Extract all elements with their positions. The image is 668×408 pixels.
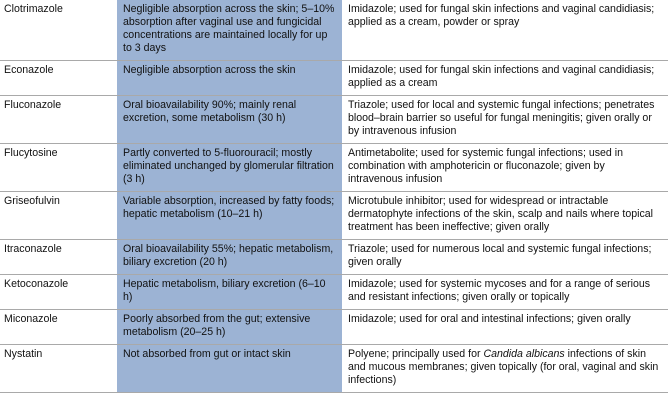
- pharmacokinetics-cell: Oral bioavailability 55%; hepatic metabolism, biliary excretion (20 h): [117, 240, 342, 275]
- table-row: [0, 275, 668, 310]
- table-row: [0, 0, 668, 61]
- pharmacokinetics-cell: Oral bioavailability 90%; mainly renal excretion, some metabolism (30 h): [117, 96, 342, 144]
- notes-cell: Imidazole; used for fungal skin infections and vaginal candidiasis; applied as a cream: [342, 61, 668, 96]
- drug-name-cell: Miconazole: [0, 310, 117, 345]
- pharmacokinetics-cell: Variable absorption, increased by fatty foods; hepatic metabolism (10–21 h): [117, 192, 342, 240]
- notes-cell: Imidazole; used for fungal skin infections and vaginal candidiasis; applied as a cream, powder or spray: [342, 0, 668, 61]
- drug-name-cell: Itraconazole: [0, 240, 117, 275]
- pharmacokinetics-cell: Not absorbed from gut or intact skin: [117, 345, 342, 393]
- pharmacokinetics-cell: Negligible absorption across the skin; 5–10% absorption after vaginal use and fungicidal concentrations are maintained locally for up to 3 days: [117, 0, 342, 61]
- table-row: [0, 240, 668, 275]
- table-row: [0, 144, 668, 192]
- notes-cell: Triazole; used for numerous local and systemic fungal infections; given orally: [342, 240, 668, 275]
- notes-cell: Antimetabolite; used for systemic fungal infections; used in combination with amphotericin or fluconazole; given by intravenous infusion: [342, 144, 668, 192]
- drug-name-cell: Econazole: [0, 61, 117, 96]
- table-row: [0, 310, 668, 345]
- drug-name-cell: Griseofulvin: [0, 192, 117, 240]
- drug-name-cell: Nystatin: [0, 345, 117, 393]
- drug-name-cell: Flucytosine: [0, 144, 117, 192]
- drug-name-cell: Ketoconazole: [0, 275, 117, 310]
- notes-text-italic: Candida albicans: [483, 348, 565, 360]
- notes-cell: [342, 345, 668, 393]
- pharmacokinetics-cell: Partly converted to 5-fluorouracil; mostly eliminated unchanged by glomerular filtration (3 h): [117, 144, 342, 192]
- notes-text-before: Polyene; principally used for: [348, 348, 484, 360]
- table-row: [0, 61, 668, 96]
- notes-cell: Imidazole; used for systemic mycoses and for a range of serious and resistant infections; given orally or topically: [342, 275, 668, 310]
- notes-text-after: infections of skin and mucous membranes; given topically (for oral, vaginal and skin infections): [348, 348, 659, 386]
- drug-name-cell: Clotrimazole: [0, 0, 117, 61]
- table-row: [0, 96, 668, 144]
- table-row: [0, 192, 668, 240]
- drug-name-cell: Fluconazole: [0, 96, 117, 144]
- notes-cell: Triazole; used for local and systemic fungal infections; penetrates blood–brain barrier so useful for fungal meningitis; given orally or by intravenous infusion: [342, 96, 668, 144]
- pharmacokinetics-cell: Hepatic metabolism, biliary excretion (6–10 h): [117, 275, 342, 310]
- table-row: [0, 345, 668, 393]
- pharmacokinetics-cell: Poorly absorbed from the gut; extensive metabolism (20–25 h): [117, 310, 342, 345]
- notes-cell: Microtubule inhibitor; used for widespread or intractable dermatophyte infections of the skin, scalp and nails where topical treatment has been ineffective; given orally: [342, 192, 668, 240]
- notes-cell: Imidazole; used for oral and intestinal infections; given orally: [342, 310, 668, 345]
- pharmacokinetics-cell: Negligible absorption across the skin: [117, 61, 342, 96]
